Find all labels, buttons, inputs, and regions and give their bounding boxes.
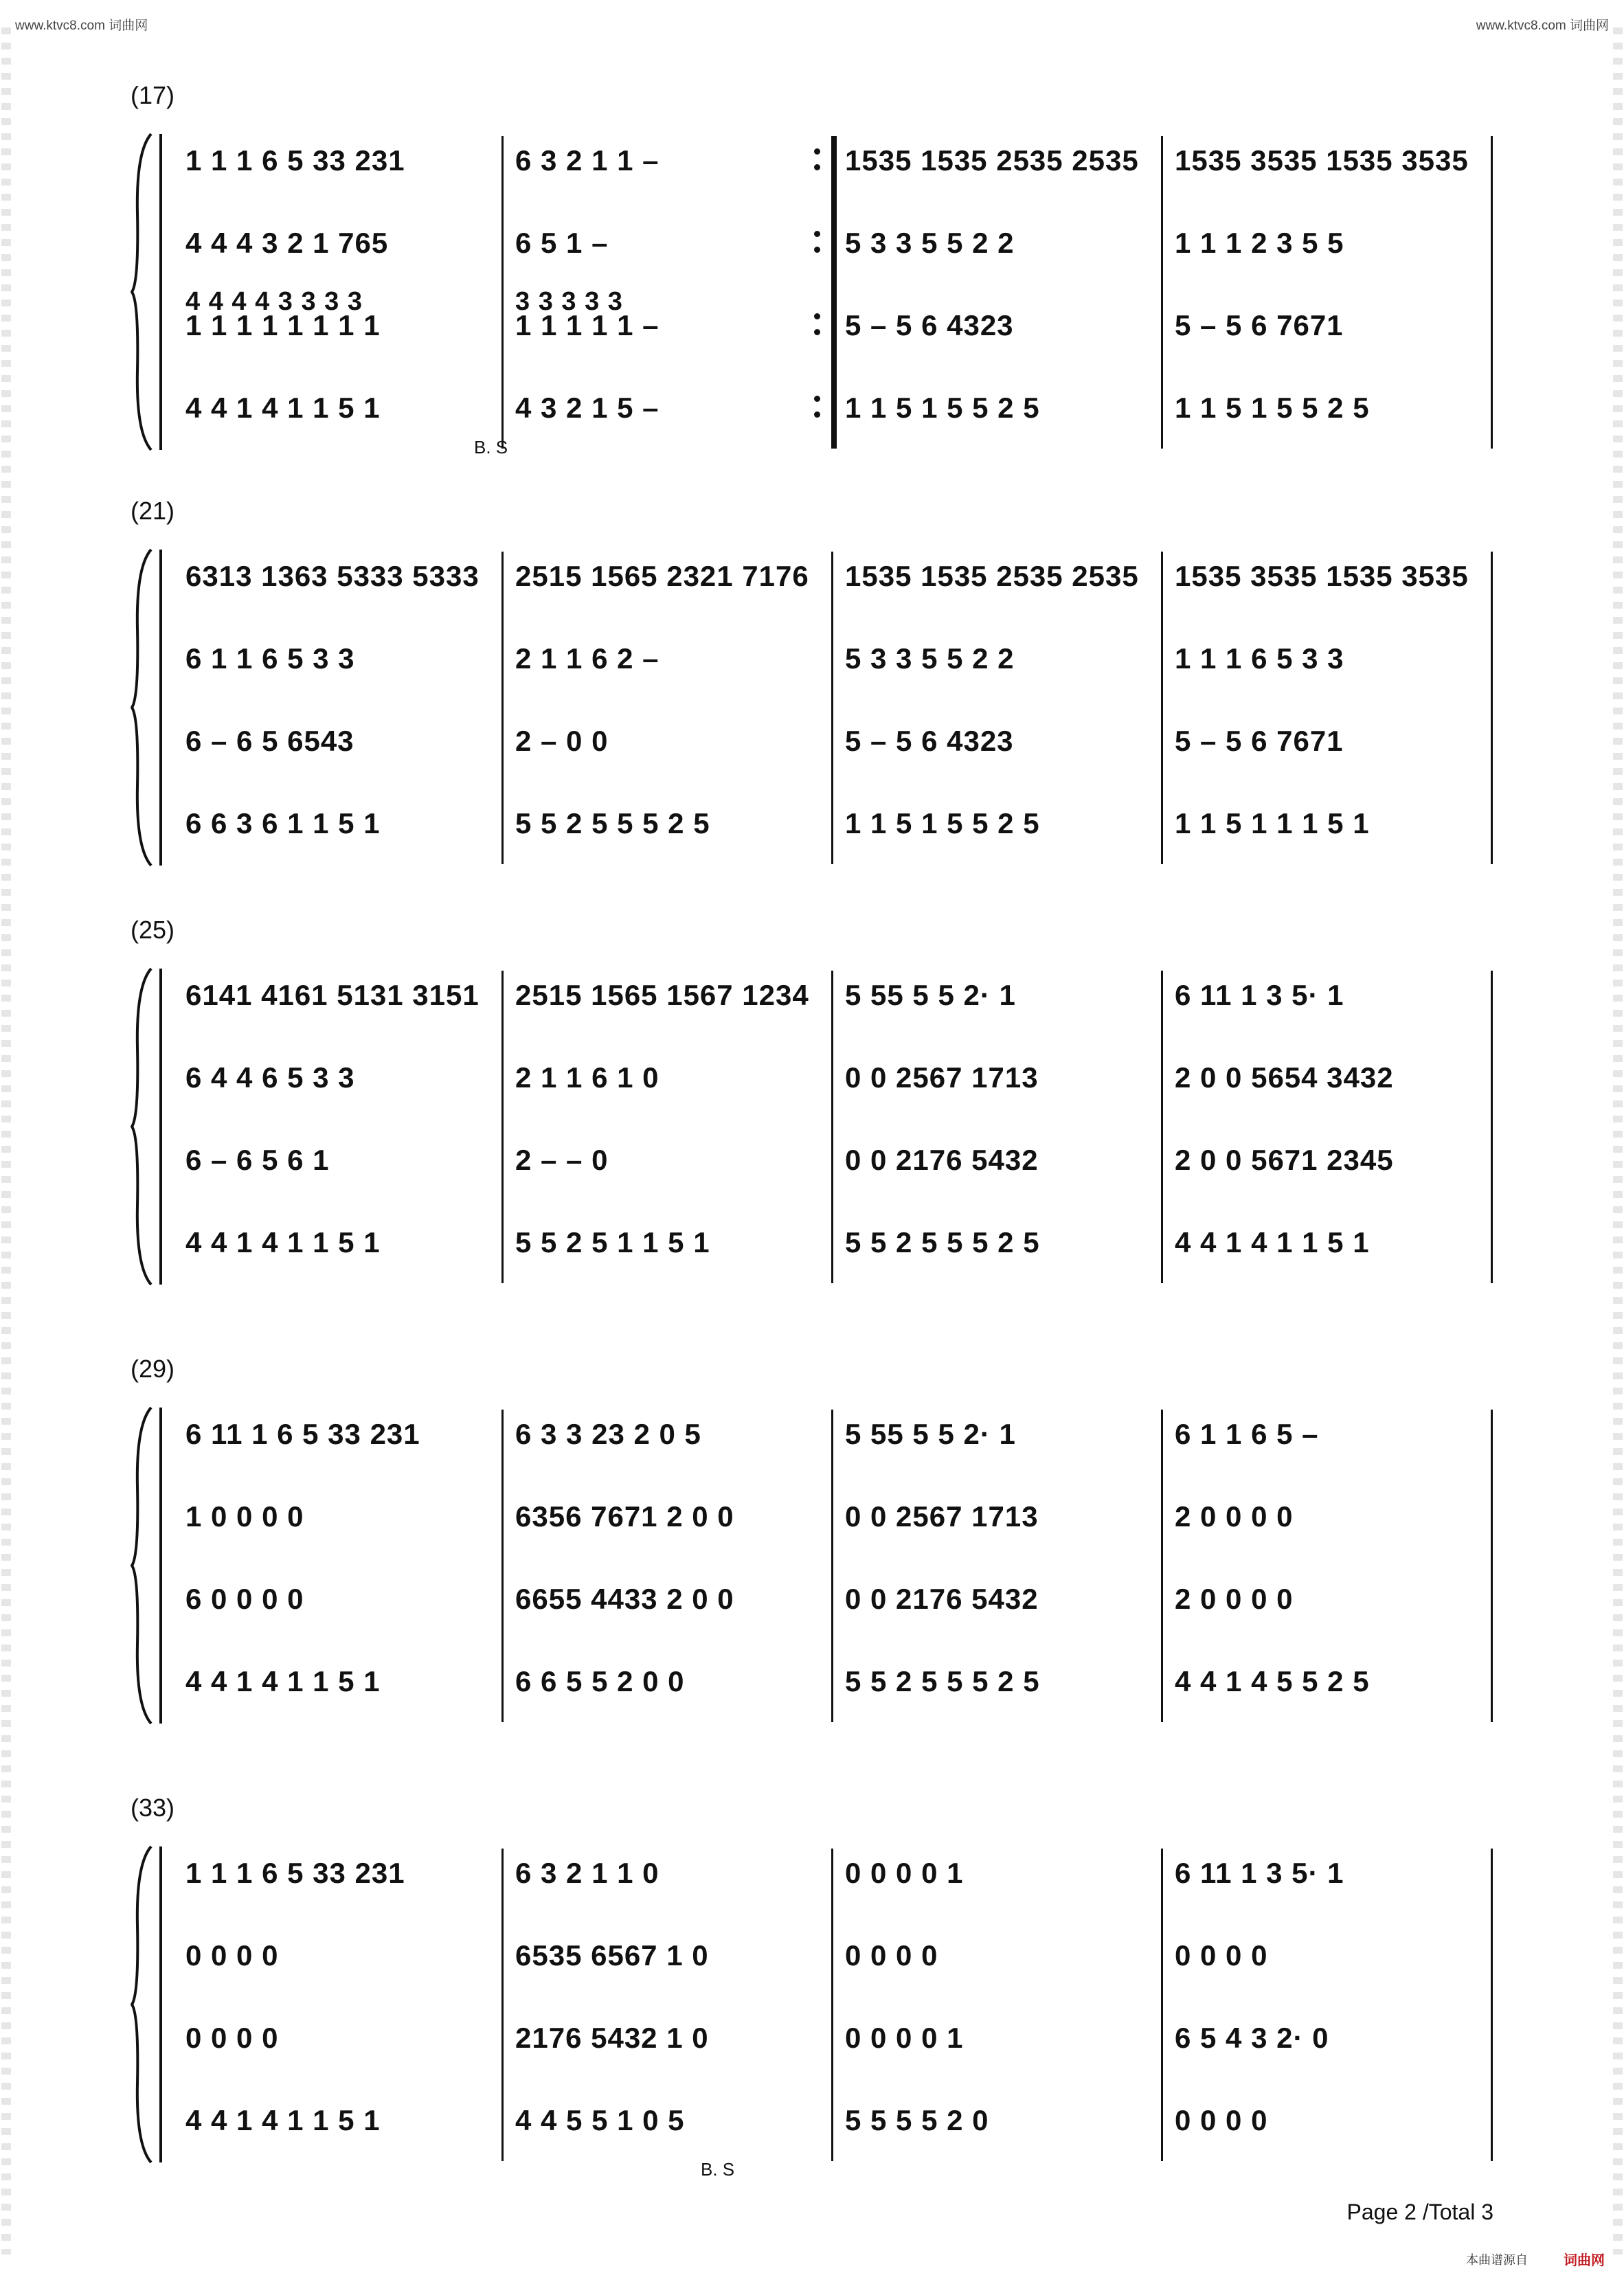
- system-brace: [131, 965, 172, 1288]
- measure-staff-2: 1 1 1 2 3 5 5: [1175, 227, 1344, 259]
- measure-staff-1: 6 11 1 3 5· 1: [1175, 1857, 1344, 1889]
- chord-upper-notes: 4 4 4 4 3 3 3 3: [185, 287, 363, 316]
- barline: [501, 1410, 504, 1722]
- measure-number: (33): [131, 1794, 175, 1822]
- barline: [831, 1410, 833, 1722]
- measure-staff-2: 6 4 4 6 5 3 3: [185, 1061, 355, 1094]
- measure-staff-2: 2 0 0 0 0: [1175, 1500, 1294, 1533]
- measure-staff-3: 2 0 0 0 0: [1175, 1583, 1294, 1615]
- measure-staff-2: 1 0 0 0 0: [185, 1500, 304, 1533]
- measure-staff-1: 6 3 2 1 1 0: [515, 1857, 659, 1889]
- barline: [1161, 1849, 1163, 2161]
- measure-staff-3: 1 1 1 1 1 1 1 1: [185, 309, 381, 341]
- measure-staff-1: 1535 3535 1535 3535: [1175, 560, 1469, 592]
- measure-staff-4: 5 5 2 5 5 5 2 5: [845, 1665, 1040, 1697]
- measure-staff-1: 6 11 1 3 5· 1: [1175, 979, 1344, 1011]
- barline: [501, 971, 504, 1283]
- measure-staff-4: 4 4 5 5 1 0 5: [515, 2104, 685, 2136]
- measure-staff-2: 2 1 1 6 1 0: [515, 1061, 659, 1094]
- measure-staff-4: 5 5 2 5 5 5 2 5: [515, 807, 710, 839]
- measure-number: (21): [131, 497, 175, 525]
- measure-staff-1: 1535 1535 2535 2535: [845, 560, 1139, 592]
- measure-staff-4: 5 5 2 5 1 1 5 1: [515, 1226, 710, 1258]
- barline: [831, 552, 833, 864]
- measure-staff-1: 6 3 2 1 1 –: [515, 144, 659, 177]
- barline: [831, 1849, 833, 2161]
- measure-staff-3: 0 0 0 0 1: [845, 2022, 964, 2054]
- measure-staff-3: 5 – 5 6 4323: [845, 725, 1014, 757]
- bs-marking: B. S: [701, 2159, 735, 2180]
- measure-staff-1: 6141 4161 5131 3151: [185, 979, 480, 1011]
- barline: [1491, 1849, 1493, 2161]
- site-header-left[interactable]: www.ktvc8.com 词曲网: [15, 19, 148, 33]
- measure-staff-1: 1 1 1 6 5 33 231: [185, 1857, 405, 1889]
- measure-staff-1: 6313 1363 5333 5333: [185, 560, 480, 592]
- site-header-right[interactable]: www.ktvc8.com 词曲网: [1476, 19, 1609, 33]
- measure-staff-2: 0 0 2567 1713: [845, 1500, 1039, 1533]
- barline: [1161, 552, 1163, 864]
- repeat-sign-dots: [814, 139, 821, 180]
- barline: [1161, 1410, 1163, 1722]
- measure-staff-3: 0 0 2176 5432: [845, 1583, 1039, 1615]
- measure-staff-3: 5 – 5 6 4323: [845, 309, 1014, 341]
- measure-staff-4: 0 0 0 0: [1175, 2104, 1268, 2136]
- measure-staff-3: 2 – – 0: [515, 1144, 609, 1176]
- measure-staff-4: 1 1 5 1 5 5 2 5: [845, 807, 1040, 839]
- measure-staff-1: 1535 3535 1535 3535: [1175, 144, 1469, 177]
- barline: [1491, 552, 1493, 864]
- measure-staff-1: 2515 1565 2321 7176: [515, 560, 809, 592]
- barline: [1491, 136, 1493, 449]
- measure-staff-4: 4 4 1 4 1 1 5 1: [185, 1226, 381, 1258]
- barline: [1491, 971, 1493, 1283]
- barline: [831, 971, 833, 1283]
- measure-staff-4: 4 4 1 4 1 1 5 1: [185, 1665, 381, 1697]
- score-system: [124, 81, 1498, 466]
- measure-staff-4: 1 1 5 1 5 5 2 5: [845, 392, 1040, 424]
- measure-staff-4: 5 5 5 5 2 0: [845, 2104, 989, 2136]
- measure-staff-2: 6 5 1 –: [515, 227, 609, 259]
- measure-staff-3: 5 – 5 6 7671: [1175, 725, 1344, 757]
- watermark-strip-right: [1613, 27, 1623, 2255]
- measure-staff-2: 6 1 1 6 5 3 3: [185, 642, 355, 675]
- measure-staff-1: 5 55 5 5 2· 1: [845, 1418, 1016, 1450]
- measure-number: (29): [131, 1355, 175, 1383]
- measure-staff-1: 6 11 1 6 5 33 231: [185, 1418, 420, 1450]
- measure-staff-3: 2 0 0 5671 2345: [1175, 1144, 1394, 1176]
- measure-staff-3: 6 – 6 5 6543: [185, 725, 354, 757]
- chord-upper-notes: 3 3 3 3 3: [515, 287, 623, 316]
- measure-staff-2: 5 3 3 5 5 2 2: [845, 642, 1015, 675]
- system-brace: [131, 1404, 172, 1727]
- measure-staff-3: 5 – 5 6 7671: [1175, 309, 1344, 341]
- source-credit: 本曲谱源自: [1466, 2253, 1528, 2267]
- measure-staff-2: 0 0 0 0: [185, 1939, 279, 1972]
- system-brace: [131, 131, 172, 453]
- measure-staff-4: 1 1 5 1 1 1 5 1: [1175, 807, 1370, 839]
- measure-staff-3: 2176 5432 1 0: [515, 2022, 709, 2054]
- measure-staff-4: 4 4 1 4 1 1 5 1: [185, 2104, 381, 2136]
- measure-staff-2: 1 1 1 6 5 3 3: [1175, 642, 1344, 675]
- measure-staff-2: 0 0 2567 1713: [845, 1061, 1039, 1094]
- measure-staff-4: 4 4 1 4 1 1 5 1: [1175, 1226, 1370, 1258]
- score-system: [124, 916, 1498, 1300]
- measure-staff-4: 1 1 5 1 5 5 2 5: [1175, 392, 1370, 424]
- measure-staff-3: 6 5 4 3 2· 0: [1175, 2022, 1329, 2054]
- score-system: [124, 497, 1498, 881]
- barline: [501, 1849, 504, 2161]
- system-brace: [131, 1843, 172, 2166]
- measure-staff-2: 6535 6567 1 0: [515, 1939, 709, 1972]
- measure-staff-4: 5 5 2 5 5 5 2 5: [845, 1226, 1040, 1258]
- measure-staff-2: 4 4 4 3 2 1 765: [185, 227, 389, 259]
- measure-number: (25): [131, 916, 175, 944]
- measure-staff-1: 0 0 0 0 1: [845, 1857, 964, 1889]
- measure-staff-2: 6356 7671 2 0 0: [515, 1500, 734, 1533]
- measure-staff-3: 6 – 6 5 6 1: [185, 1144, 330, 1176]
- measure-staff-4: 6 6 3 6 1 1 5 1: [185, 807, 381, 839]
- measure-staff-1: 1535 1535 2535 2535: [845, 144, 1139, 177]
- barline: [831, 136, 837, 449]
- measure-staff-2: 0 0 0 0: [1175, 1939, 1268, 1972]
- score-system: [124, 1794, 1498, 2178]
- measure-staff-1: 1 1 1 6 5 33 231: [185, 144, 405, 177]
- measure-staff-3: 6655 4433 2 0 0: [515, 1583, 734, 1615]
- measure-staff-2: 2 0 0 5654 3432: [1175, 1061, 1394, 1094]
- barline: [501, 136, 504, 449]
- measure-number: (17): [131, 81, 175, 109]
- measure-staff-1: 5 55 5 5 2· 1: [845, 979, 1016, 1011]
- measure-staff-4: 4 4 1 4 5 5 2 5: [1175, 1665, 1370, 1697]
- measure-staff-2: 2 1 1 6 2 –: [515, 642, 659, 675]
- measure-staff-3: 6 0 0 0 0: [185, 1583, 304, 1615]
- score-system: [124, 1355, 1498, 1739]
- barline: [1161, 136, 1163, 449]
- system-brace: [131, 546, 172, 869]
- measure-staff-2: 5 3 3 5 5 2 2: [845, 227, 1015, 259]
- barline: [1161, 971, 1163, 1283]
- measure-staff-4: 4 3 2 1 5 –: [515, 392, 659, 424]
- measure-staff-3: 0 0 2176 5432: [845, 1144, 1039, 1176]
- measure-staff-4: 4 4 1 4 1 1 5 1: [185, 392, 381, 424]
- measure-staff-1: 2515 1565 1567 1234: [515, 979, 809, 1011]
- page-number: Page 2 /Total 3: [1346, 2200, 1493, 2224]
- measure-staff-3: 0 0 0 0: [185, 2022, 279, 2054]
- measure-staff-2: 0 0 0 0: [845, 1939, 938, 1972]
- measure-staff-1: 6 3 3 23 2 0 5: [515, 1418, 701, 1450]
- measure-staff-4: 6 6 5 5 2 0 0: [515, 1665, 685, 1697]
- bs-marking: B. S: [474, 437, 508, 457]
- barline: [1491, 1410, 1493, 1722]
- repeat-sign-dots: [814, 386, 821, 427]
- repeat-sign-dots: [814, 221, 821, 262]
- measure-staff-3: 2 – 0 0: [515, 725, 609, 757]
- watermark-strip-left: [1, 27, 11, 2255]
- site-logo[interactable]: 词曲网: [1564, 2253, 1605, 2268]
- measure-staff-1: 6 1 1 6 5 –: [1175, 1418, 1319, 1450]
- barline: [501, 552, 504, 864]
- measure-staff-3: 1 1 1 1 1 –: [515, 309, 659, 341]
- repeat-sign-dots: [814, 304, 821, 345]
